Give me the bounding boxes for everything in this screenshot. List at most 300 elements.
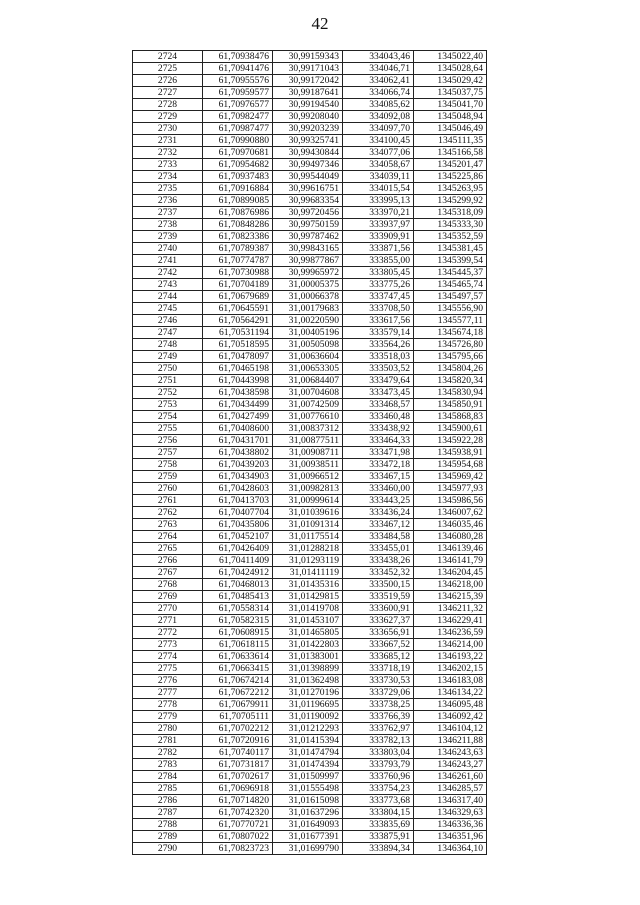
table-row	[133, 735, 487, 747]
y-coordinate-cell: 1345969,42	[414, 471, 487, 483]
y-coordinate-cell: 1345028,64	[414, 63, 487, 75]
x-coordinate-cell: 333617,56	[343, 315, 414, 327]
y-coordinate-cell: 1345263,95	[414, 183, 487, 195]
point-number-cell: 2788	[133, 819, 203, 831]
x-coordinate-cell: 333473,45	[343, 387, 414, 399]
y-coordinate-cell: 1345954,68	[414, 459, 487, 471]
latitude-cell: 61,70413703	[203, 495, 273, 507]
x-coordinate-cell: 333467,12	[343, 519, 414, 531]
point-number-cell: 2759	[133, 471, 203, 483]
longitude-cell: 30,99194540	[273, 99, 343, 111]
latitude-cell: 61,70970681	[203, 147, 273, 159]
table-row	[133, 375, 487, 387]
y-coordinate-cell: 1345166,58	[414, 147, 487, 159]
latitude-cell: 61,70941476	[203, 63, 273, 75]
point-number-cell: 2783	[133, 759, 203, 771]
y-coordinate-cell: 1346329,63	[414, 807, 487, 819]
longitude-cell: 31,01175514	[273, 531, 343, 543]
point-number-cell: 2772	[133, 627, 203, 639]
x-coordinate-cell: 333484,58	[343, 531, 414, 543]
point-number-cell: 2777	[133, 687, 203, 699]
point-number-cell: 2774	[133, 651, 203, 663]
y-coordinate-cell: 1345726,80	[414, 339, 487, 351]
longitude-cell: 31,00636604	[273, 351, 343, 363]
x-coordinate-cell: 333793,79	[343, 759, 414, 771]
x-coordinate-cell: 333472,18	[343, 459, 414, 471]
x-coordinate-cell: 333471,98	[343, 447, 414, 459]
point-number-cell: 2750	[133, 363, 203, 375]
x-coordinate-cell: 333479,64	[343, 375, 414, 387]
table-row	[133, 639, 487, 651]
longitude-cell: 31,01422803	[273, 639, 343, 651]
y-coordinate-cell: 1346092,42	[414, 711, 487, 723]
latitude-cell: 61,70443998	[203, 375, 273, 387]
point-number-cell: 2753	[133, 399, 203, 411]
table-row	[133, 495, 487, 507]
longitude-cell: 31,00776610	[273, 411, 343, 423]
x-coordinate-cell: 333467,15	[343, 471, 414, 483]
longitude-cell: 30,99430844	[273, 147, 343, 159]
x-coordinate-cell: 333518,03	[343, 351, 414, 363]
table-row	[133, 759, 487, 771]
point-number-cell: 2754	[133, 411, 203, 423]
table-row	[133, 327, 487, 339]
latitude-cell: 61,70789387	[203, 243, 273, 255]
longitude-cell: 30,99172042	[273, 75, 343, 87]
y-coordinate-cell: 1345795,66	[414, 351, 487, 363]
longitude-cell: 31,01699790	[273, 843, 343, 855]
latitude-cell: 61,70916884	[203, 183, 273, 195]
x-coordinate-cell: 333718,19	[343, 663, 414, 675]
x-coordinate-cell: 333754,23	[343, 783, 414, 795]
longitude-cell: 31,01091314	[273, 519, 343, 531]
y-coordinate-cell: 1345299,92	[414, 195, 487, 207]
longitude-cell: 30,99171043	[273, 63, 343, 75]
longitude-cell: 31,01435316	[273, 579, 343, 591]
longitude-cell: 31,01411119	[273, 567, 343, 579]
latitude-cell: 61,70468013	[203, 579, 273, 591]
longitude-cell: 30,99750159	[273, 219, 343, 231]
y-coordinate-cell: 1345577,11	[414, 315, 487, 327]
longitude-cell: 31,00877511	[273, 435, 343, 447]
latitude-cell: 61,70702212	[203, 723, 273, 735]
table-row	[133, 267, 487, 279]
longitude-cell: 31,01677391	[273, 831, 343, 843]
x-coordinate-cell: 334066,74	[343, 87, 414, 99]
y-coordinate-cell: 1345900,61	[414, 423, 487, 435]
x-coordinate-cell: 333519,59	[343, 591, 414, 603]
table-row	[133, 819, 487, 831]
point-number-cell: 2787	[133, 807, 203, 819]
table-row	[133, 807, 487, 819]
latitude-cell: 61,70937483	[203, 171, 273, 183]
point-number-cell: 2762	[133, 507, 203, 519]
table-row	[133, 303, 487, 315]
longitude-cell: 31,01362498	[273, 675, 343, 687]
table-row	[133, 543, 487, 555]
longitude-cell: 31,00837312	[273, 423, 343, 435]
latitude-cell: 61,70696918	[203, 783, 273, 795]
y-coordinate-cell: 1345820,34	[414, 375, 487, 387]
latitude-cell: 61,70608915	[203, 627, 273, 639]
longitude-cell: 31,01293119	[273, 555, 343, 567]
table-row	[133, 423, 487, 435]
table-row	[133, 687, 487, 699]
longitude-cell: 31,00938511	[273, 459, 343, 471]
latitude-cell: 61,70990880	[203, 135, 273, 147]
table-row	[133, 507, 487, 519]
latitude-cell: 61,70730988	[203, 267, 273, 279]
longitude-cell: 31,00742509	[273, 399, 343, 411]
x-coordinate-cell: 334043,46	[343, 51, 414, 63]
longitude-cell: 31,00405196	[273, 327, 343, 339]
longitude-cell: 31,01288218	[273, 543, 343, 555]
latitude-cell: 61,70434499	[203, 399, 273, 411]
point-number-cell: 2780	[133, 723, 203, 735]
table-row	[133, 843, 487, 855]
point-number-cell: 2785	[133, 783, 203, 795]
x-coordinate-cell: 333894,34	[343, 843, 414, 855]
point-number-cell: 2770	[133, 603, 203, 615]
point-number-cell: 2734	[133, 171, 203, 183]
table-row	[133, 195, 487, 207]
table-row	[133, 459, 487, 471]
longitude-cell: 31,01649093	[273, 819, 343, 831]
y-coordinate-cell: 1346193,22	[414, 651, 487, 663]
x-coordinate-cell: 334097,70	[343, 123, 414, 135]
point-number-cell: 2761	[133, 495, 203, 507]
table-row	[133, 231, 487, 243]
latitude-cell: 61,70955576	[203, 75, 273, 87]
point-number-cell: 2729	[133, 111, 203, 123]
point-number-cell: 2743	[133, 279, 203, 291]
latitude-cell: 61,70704189	[203, 279, 273, 291]
longitude-cell: 30,99208040	[273, 111, 343, 123]
x-coordinate-cell: 333762,97	[343, 723, 414, 735]
x-coordinate-cell: 333835,69	[343, 819, 414, 831]
point-number-cell: 2739	[133, 231, 203, 243]
point-number-cell: 2779	[133, 711, 203, 723]
latitude-cell: 61,70954682	[203, 159, 273, 171]
x-coordinate-cell: 334062,41	[343, 75, 414, 87]
latitude-cell: 61,70431701	[203, 435, 273, 447]
latitude-cell: 61,70518595	[203, 339, 273, 351]
table-row	[133, 291, 487, 303]
table-row	[133, 603, 487, 615]
table-row	[133, 159, 487, 171]
y-coordinate-cell: 1345922,28	[414, 435, 487, 447]
coordinate-table	[132, 50, 487, 855]
page-number: 42	[311, 14, 329, 33]
y-coordinate-cell: 1346243,27	[414, 759, 487, 771]
table-row	[133, 51, 487, 63]
table-row	[133, 411, 487, 423]
point-number-cell: 2724	[133, 51, 203, 63]
point-number-cell: 2758	[133, 459, 203, 471]
longitude-cell: 31,01637296	[273, 807, 343, 819]
latitude-cell: 61,70672212	[203, 687, 273, 699]
x-coordinate-cell: 333438,92	[343, 423, 414, 435]
table-row	[133, 135, 487, 147]
table-row	[133, 363, 487, 375]
latitude-cell: 61,70982477	[203, 111, 273, 123]
y-coordinate-cell: 1346134,22	[414, 687, 487, 699]
latitude-cell: 61,70465198	[203, 363, 273, 375]
longitude-cell: 31,01429815	[273, 591, 343, 603]
point-number-cell: 2763	[133, 519, 203, 531]
x-coordinate-cell: 333747,45	[343, 291, 414, 303]
point-number-cell: 2776	[133, 675, 203, 687]
point-number-cell: 2736	[133, 195, 203, 207]
table-row	[133, 219, 487, 231]
y-coordinate-cell: 1345352,59	[414, 231, 487, 243]
y-coordinate-cell: 1346236,59	[414, 627, 487, 639]
y-coordinate-cell: 1345986,56	[414, 495, 487, 507]
point-number-cell: 2737	[133, 207, 203, 219]
x-coordinate-cell: 333995,13	[343, 195, 414, 207]
table-row	[133, 207, 487, 219]
table-row	[133, 183, 487, 195]
y-coordinate-cell: 1346104,12	[414, 723, 487, 735]
latitude-cell: 61,70674214	[203, 675, 273, 687]
latitude-cell: 61,70679689	[203, 291, 273, 303]
y-coordinate-cell: 1346218,00	[414, 579, 487, 591]
y-coordinate-cell: 1345868,83	[414, 411, 487, 423]
longitude-cell: 30,99203239	[273, 123, 343, 135]
latitude-cell: 61,70427499	[203, 411, 273, 423]
latitude-cell: 61,70531194	[203, 327, 273, 339]
longitude-cell: 31,00005375	[273, 279, 343, 291]
y-coordinate-cell: 1346095,48	[414, 699, 487, 711]
y-coordinate-cell: 1346214,00	[414, 639, 487, 651]
table-row	[133, 519, 487, 531]
x-coordinate-cell: 333464,33	[343, 435, 414, 447]
table-row	[133, 63, 487, 75]
table-row	[133, 663, 487, 675]
point-number-cell: 2747	[133, 327, 203, 339]
y-coordinate-cell: 1346035,46	[414, 519, 487, 531]
x-coordinate-cell: 333782,13	[343, 735, 414, 747]
latitude-cell: 61,70438598	[203, 387, 273, 399]
point-number-cell: 2765	[133, 543, 203, 555]
y-coordinate-cell: 1346202,15	[414, 663, 487, 675]
point-number-cell: 2784	[133, 771, 203, 783]
latitude-cell: 61,70411409	[203, 555, 273, 567]
longitude-cell: 30,99325741	[273, 135, 343, 147]
y-coordinate-cell: 1345399,54	[414, 255, 487, 267]
point-number-cell: 2727	[133, 87, 203, 99]
x-coordinate-cell: 334058,67	[343, 159, 414, 171]
latitude-cell: 61,70558314	[203, 603, 273, 615]
point-number-cell: 2769	[133, 591, 203, 603]
x-coordinate-cell: 333970,21	[343, 207, 414, 219]
table-row	[133, 243, 487, 255]
longitude-cell: 31,01398899	[273, 663, 343, 675]
point-number-cell: 2768	[133, 579, 203, 591]
table-row	[133, 387, 487, 399]
y-coordinate-cell: 1346007,62	[414, 507, 487, 519]
point-number-cell: 2730	[133, 123, 203, 135]
longitude-cell: 31,00220590	[273, 315, 343, 327]
point-number-cell: 2775	[133, 663, 203, 675]
latitude-cell: 61,70645591	[203, 303, 273, 315]
point-number-cell: 2731	[133, 135, 203, 147]
latitude-cell: 61,70438802	[203, 447, 273, 459]
table-row	[133, 651, 487, 663]
y-coordinate-cell: 1345938,91	[414, 447, 487, 459]
x-coordinate-cell: 333729,06	[343, 687, 414, 699]
x-coordinate-cell: 333452,32	[343, 567, 414, 579]
y-coordinate-cell: 1345977,93	[414, 483, 487, 495]
longitude-cell: 31,01190092	[273, 711, 343, 723]
longitude-cell: 31,00982813	[273, 483, 343, 495]
latitude-cell: 61,70434903	[203, 471, 273, 483]
x-coordinate-cell: 333708,50	[343, 303, 414, 315]
point-number-cell: 2755	[133, 423, 203, 435]
point-number-cell: 2756	[133, 435, 203, 447]
coordinate-table-body	[133, 51, 487, 855]
latitude-cell: 61,70679911	[203, 699, 273, 711]
latitude-cell: 61,70714820	[203, 795, 273, 807]
longitude-cell: 31,01465805	[273, 627, 343, 639]
longitude-cell: 30,99683354	[273, 195, 343, 207]
point-number-cell: 2735	[133, 183, 203, 195]
x-coordinate-cell: 333803,04	[343, 747, 414, 759]
table-row	[133, 771, 487, 783]
x-coordinate-cell: 333460,00	[343, 483, 414, 495]
point-number-cell: 2751	[133, 375, 203, 387]
latitude-cell: 61,70959577	[203, 87, 273, 99]
longitude-cell: 31,01415394	[273, 735, 343, 747]
longitude-cell: 31,01419708	[273, 603, 343, 615]
y-coordinate-cell: 1346211,88	[414, 735, 487, 747]
x-coordinate-cell: 333805,45	[343, 267, 414, 279]
point-number-cell: 2767	[133, 567, 203, 579]
point-number-cell: 2748	[133, 339, 203, 351]
x-coordinate-cell: 333875,91	[343, 831, 414, 843]
point-number-cell: 2789	[133, 831, 203, 843]
longitude-cell: 31,00999614	[273, 495, 343, 507]
table-row	[133, 171, 487, 183]
x-coordinate-cell: 333579,14	[343, 327, 414, 339]
y-coordinate-cell: 1346243,63	[414, 747, 487, 759]
x-coordinate-cell: 333773,68	[343, 795, 414, 807]
x-coordinate-cell: 333600,91	[343, 603, 414, 615]
latitude-cell: 61,70485413	[203, 591, 273, 603]
point-number-cell: 2771	[133, 615, 203, 627]
table-row	[133, 111, 487, 123]
latitude-cell: 61,70987477	[203, 123, 273, 135]
table-row	[133, 471, 487, 483]
longitude-cell: 30,99159343	[273, 51, 343, 63]
longitude-cell: 31,01509997	[273, 771, 343, 783]
table-row	[133, 567, 487, 579]
latitude-cell: 61,70452107	[203, 531, 273, 543]
table-row	[133, 123, 487, 135]
latitude-cell: 61,70633614	[203, 651, 273, 663]
table-row	[133, 555, 487, 567]
point-number-cell: 2790	[133, 843, 203, 855]
latitude-cell: 61,70618115	[203, 639, 273, 651]
y-coordinate-cell: 1345381,45	[414, 243, 487, 255]
x-coordinate-cell: 333667,52	[343, 639, 414, 651]
y-coordinate-cell: 1345830,94	[414, 387, 487, 399]
x-coordinate-cell: 333468,57	[343, 399, 414, 411]
point-number-cell: 2742	[133, 267, 203, 279]
x-coordinate-cell: 333438,26	[343, 555, 414, 567]
y-coordinate-cell: 1345465,74	[414, 279, 487, 291]
y-coordinate-cell: 1346336,36	[414, 819, 487, 831]
point-number-cell: 2786	[133, 795, 203, 807]
table-row	[133, 483, 487, 495]
latitude-cell: 61,70807022	[203, 831, 273, 843]
latitude-cell: 61,70823386	[203, 231, 273, 243]
longitude-cell: 31,01555498	[273, 783, 343, 795]
longitude-cell: 31,00908711	[273, 447, 343, 459]
latitude-cell: 61,70439203	[203, 459, 273, 471]
x-coordinate-cell: 333460,48	[343, 411, 414, 423]
table-row	[133, 747, 487, 759]
x-coordinate-cell: 333656,91	[343, 627, 414, 639]
longitude-cell: 31,01474794	[273, 747, 343, 759]
longitude-cell: 30,99843165	[273, 243, 343, 255]
table-row	[133, 447, 487, 459]
latitude-cell: 61,70823723	[203, 843, 273, 855]
y-coordinate-cell: 1346215,39	[414, 591, 487, 603]
longitude-cell: 31,01453107	[273, 615, 343, 627]
latitude-cell: 61,70740117	[203, 747, 273, 759]
longitude-cell: 30,99787462	[273, 231, 343, 243]
latitude-cell: 61,70478097	[203, 351, 273, 363]
y-coordinate-cell: 1345201,47	[414, 159, 487, 171]
point-number-cell: 2745	[133, 303, 203, 315]
longitude-cell: 31,01474394	[273, 759, 343, 771]
y-coordinate-cell: 1345445,37	[414, 267, 487, 279]
longitude-cell: 31,01270196	[273, 687, 343, 699]
point-number-cell: 2764	[133, 531, 203, 543]
x-coordinate-cell: 333503,52	[343, 363, 414, 375]
x-coordinate-cell: 333775,26	[343, 279, 414, 291]
y-coordinate-cell: 1346351,96	[414, 831, 487, 843]
table-row	[133, 591, 487, 603]
longitude-cell: 31,01383001	[273, 651, 343, 663]
table-row	[133, 87, 487, 99]
point-number-cell: 2728	[133, 99, 203, 111]
table-row	[133, 831, 487, 843]
x-coordinate-cell: 333455,01	[343, 543, 414, 555]
longitude-cell: 30,99877867	[273, 255, 343, 267]
y-coordinate-cell: 1346317,40	[414, 795, 487, 807]
x-coordinate-cell: 333804,15	[343, 807, 414, 819]
y-coordinate-cell: 1346211,32	[414, 603, 487, 615]
longitude-cell: 31,00179683	[273, 303, 343, 315]
latitude-cell: 61,70720916	[203, 735, 273, 747]
table-row	[133, 75, 487, 87]
table-row	[133, 711, 487, 723]
longitude-cell: 31,01615098	[273, 795, 343, 807]
x-coordinate-cell: 333909,91	[343, 231, 414, 243]
point-number-cell: 2749	[133, 351, 203, 363]
longitude-cell: 31,00066378	[273, 291, 343, 303]
y-coordinate-cell: 1346080,28	[414, 531, 487, 543]
x-coordinate-cell: 333685,12	[343, 651, 414, 663]
latitude-cell: 61,70976577	[203, 99, 273, 111]
table-row	[133, 147, 487, 159]
table-row	[133, 435, 487, 447]
point-number-cell: 2746	[133, 315, 203, 327]
x-coordinate-cell: 333766,39	[343, 711, 414, 723]
x-coordinate-cell: 334085,62	[343, 99, 414, 111]
